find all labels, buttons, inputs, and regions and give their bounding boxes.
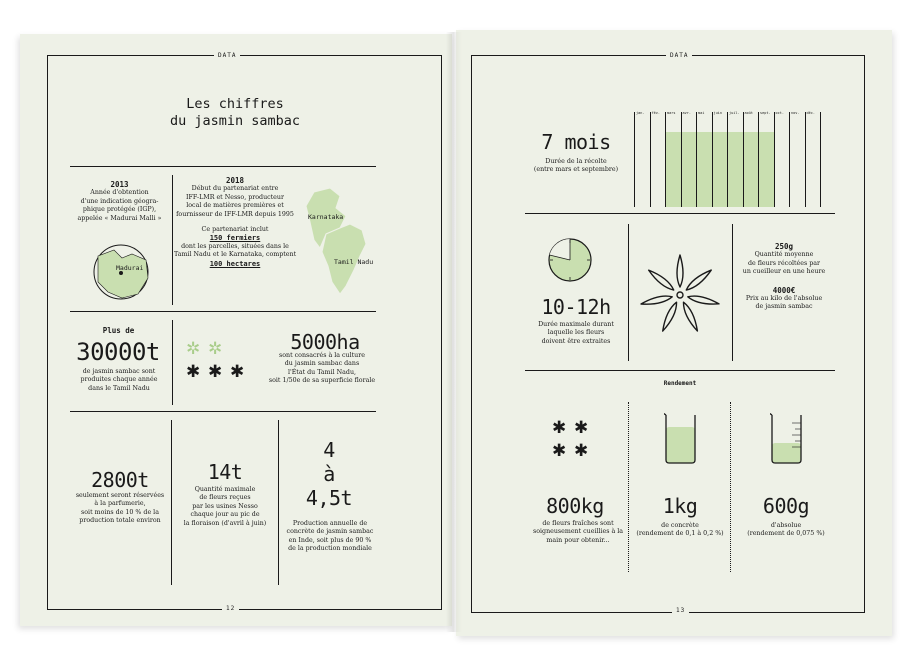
concrete-prod-line: 4 bbox=[323, 438, 335, 462]
left-page-number: 12 bbox=[222, 605, 239, 612]
yield-absolute-text bbox=[738, 522, 834, 539]
concrete-prod-line: 4,5t bbox=[305, 486, 353, 510]
calendar-month bbox=[758, 112, 775, 207]
igp-line: d'une indication géogra- bbox=[80, 197, 159, 205]
igp-line: phique protégée (IGP), bbox=[82, 206, 157, 214]
karnataka-label: Karnataka bbox=[308, 213, 344, 221]
jasmin-flower-icon bbox=[637, 252, 723, 338]
picking-block bbox=[738, 243, 830, 312]
extraction-text bbox=[530, 321, 622, 346]
divider bbox=[525, 370, 835, 371]
title-line-2: du jasmin sambac bbox=[169, 113, 301, 129]
madurai-label: Madurai bbox=[116, 264, 144, 272]
igp-line: appelée « Madurai Malli » bbox=[77, 214, 162, 222]
harvest-line: Durée de la récolte bbox=[545, 158, 607, 165]
production-line: produites chaque année bbox=[80, 376, 158, 384]
divider bbox=[70, 311, 376, 312]
concrete-prod-text-line: concrète de jasmin sambac bbox=[286, 528, 374, 536]
divider bbox=[172, 320, 173, 405]
picking-line: Prix au kilo de l'absolue bbox=[745, 295, 823, 303]
farm-text: dont les parcelles, situées dans le bbox=[181, 242, 289, 250]
divider bbox=[628, 402, 629, 572]
yield-concrete-text bbox=[632, 522, 728, 539]
concrete-prod-line: à bbox=[323, 462, 335, 486]
right-header-label: DATA bbox=[666, 52, 692, 59]
calendar-month bbox=[712, 112, 729, 207]
extraction-line: Durée maximale durant bbox=[538, 321, 614, 328]
partnership-block bbox=[174, 177, 296, 268]
extraction-line: doivent être extraites bbox=[541, 337, 611, 345]
picking-line: de jasmin sambac bbox=[755, 303, 813, 311]
harvest-value: 7 mois bbox=[541, 130, 611, 154]
max-qty-line: la floraison (d'avril à juin) bbox=[183, 519, 267, 527]
south-india-map bbox=[300, 186, 375, 296]
divider bbox=[278, 420, 279, 585]
yield-flowers-line: main pour obtenir... bbox=[546, 536, 610, 544]
yield-absolute-line: d'absolue bbox=[770, 522, 802, 529]
max-qty-value: 14t bbox=[207, 460, 243, 484]
yield-concrete-line: de concrète bbox=[661, 522, 699, 529]
calendar-month-fill bbox=[728, 132, 744, 207]
picking-qty: 250g bbox=[774, 242, 794, 251]
calendar-month-fill bbox=[666, 132, 682, 207]
calendar-month-label: mars bbox=[667, 111, 676, 115]
picking-line: un cueilleur en une heure bbox=[742, 268, 826, 276]
calendar-month bbox=[634, 112, 651, 207]
yield-concrete-line: (rendement de 0,1 à 0,2 %) bbox=[636, 530, 724, 538]
calendar-month-label: juil. bbox=[729, 111, 740, 115]
partnership-line: local de matières premières et bbox=[186, 202, 284, 210]
production-prefix: Plus de bbox=[102, 326, 135, 335]
perfumery-line: production totale environ bbox=[79, 517, 161, 525]
left-header-label: DATA bbox=[214, 52, 240, 59]
calendar-month-label: août bbox=[744, 111, 753, 115]
jasmin-icon: ✱ bbox=[230, 362, 245, 382]
calendar-month-fill bbox=[713, 132, 729, 207]
farmers-count: 150 fermiers bbox=[209, 234, 261, 243]
perfumery-text bbox=[70, 492, 170, 526]
partnership-line: IFF-LMR et Nesso, producteur bbox=[186, 193, 284, 201]
yield-flowers-value: 800kg bbox=[546, 494, 604, 518]
calendar-month-fill bbox=[744, 132, 760, 207]
divider bbox=[70, 166, 376, 167]
divider bbox=[730, 402, 731, 572]
harvest-line: (entre mars et septembre) bbox=[533, 166, 619, 174]
harvest-text bbox=[524, 158, 628, 175]
tamil-nadu-label: Tamil Nadu bbox=[334, 258, 374, 266]
picking-price: 4000€ bbox=[772, 285, 796, 295]
jasmin-icon: ✱ bbox=[574, 418, 589, 438]
hectares-count: 100 hectares bbox=[209, 259, 261, 268]
igp-line: Année d'obtention bbox=[90, 189, 149, 197]
perfumery-line: à la parfumerie, bbox=[94, 500, 146, 508]
yield-flowers-line: soigneusement cueillies à la bbox=[533, 528, 623, 536]
concrete-prod-text-line: de la production mondiale bbox=[288, 545, 372, 553]
calendar-month bbox=[696, 112, 713, 207]
surface-line: sont consacrés à la culture bbox=[279, 352, 365, 359]
max-qty-line: par les usines Nesso bbox=[192, 502, 258, 510]
calendar-month-label: sept. bbox=[760, 111, 771, 115]
calendar-month-label: nov. bbox=[791, 111, 800, 115]
title-line-1: Les chiffres bbox=[186, 96, 284, 112]
yield-flowers-line: de fleurs fraîches sont bbox=[542, 520, 614, 527]
calendar-month bbox=[789, 112, 806, 207]
max-qty-text bbox=[178, 486, 272, 528]
concrete-prod-text-line: en Inde, soit plus de 90 % bbox=[288, 536, 372, 544]
max-qty-line: Quantité maximale bbox=[194, 486, 256, 493]
calendar-month-fill bbox=[759, 132, 775, 207]
yield-concrete-value: 1kg bbox=[662, 494, 698, 518]
calendar-month bbox=[774, 112, 791, 207]
jasmin-icon: ✱ bbox=[552, 418, 567, 438]
calendar-end-line bbox=[820, 112, 821, 207]
partnership-year: 2018 bbox=[225, 176, 245, 185]
extraction-line: laquelle les fleurs bbox=[547, 329, 605, 337]
surface-line: soit 1/50e de sa superficie florale bbox=[268, 377, 376, 385]
divider bbox=[172, 175, 173, 305]
divider bbox=[732, 224, 733, 361]
jasmin-icon: ✱ bbox=[208, 362, 223, 382]
page-title bbox=[140, 96, 330, 130]
calendar-month-label: avr. bbox=[682, 111, 691, 115]
jasmin-green-icon: ✲ bbox=[186, 339, 201, 359]
partnership-line: Début du partenariat entre bbox=[191, 185, 279, 193]
partnership-includes: Ce partenariat inclut bbox=[201, 226, 269, 234]
picking-line: de fleurs récoltées par bbox=[747, 259, 821, 267]
production-line: de jasmin sambac sont bbox=[82, 368, 156, 375]
calendar-month bbox=[650, 112, 667, 207]
surface-line: l'État du Tamil Nadu, bbox=[287, 368, 357, 376]
surface-value: 5000ha bbox=[290, 330, 360, 354]
calendar-month-label: jan. bbox=[636, 111, 645, 115]
production-line: dans le Tamil Nadu bbox=[88, 384, 150, 392]
concrete-prod-text bbox=[282, 520, 378, 554]
perfumery-value: 2800t bbox=[91, 468, 149, 492]
igp-block bbox=[72, 181, 167, 223]
jasmin-icon: ✱ bbox=[574, 441, 589, 461]
production-text bbox=[72, 368, 166, 393]
production-value: 30000t bbox=[76, 338, 160, 366]
picking-line: Quantité moyenne bbox=[754, 251, 814, 259]
extraction-value: 10-12h bbox=[541, 295, 611, 319]
jasmin-green-icon: ✲ bbox=[208, 339, 223, 359]
calendar-month bbox=[743, 112, 760, 207]
book-spine bbox=[446, 32, 462, 632]
divider bbox=[70, 411, 376, 412]
calendar-month-fill bbox=[682, 132, 698, 207]
max-qty-line: chaque jour au pic de bbox=[190, 511, 260, 519]
beaker-absolute-icon bbox=[770, 413, 804, 465]
calendar-month-label: mai bbox=[698, 111, 705, 115]
divider bbox=[525, 213, 835, 214]
jasmin-icon: ✱ bbox=[186, 362, 201, 382]
partnership-line: fournisseur de IFF-LMR depuis 1995 bbox=[176, 210, 294, 218]
max-qty-line: de fleurs reçues bbox=[199, 494, 251, 502]
calendar-month-label: déc. bbox=[806, 111, 815, 115]
calendar-month-label: fév. bbox=[651, 111, 660, 115]
madurai-map bbox=[88, 242, 156, 302]
surface-line: du jasmin sambac dans bbox=[284, 360, 360, 368]
surface-text bbox=[266, 352, 378, 386]
divider bbox=[628, 224, 629, 361]
calendar-month-fill bbox=[697, 132, 713, 207]
clock-icon bbox=[546, 236, 594, 284]
yield-absolute-line: (rendement de 0,075 %) bbox=[747, 530, 825, 538]
igp-year: 2013 bbox=[110, 180, 129, 189]
concrete-prod-text-line: Production annuelle de bbox=[292, 520, 368, 527]
calendar-month bbox=[727, 112, 744, 207]
jasmin-icon: ✱ bbox=[552, 441, 567, 461]
calendar-month bbox=[681, 112, 698, 207]
concrete-prod-value bbox=[284, 438, 374, 510]
right-page-number: 13 bbox=[672, 607, 689, 614]
calendar-month bbox=[665, 112, 682, 207]
yield-flowers-text bbox=[530, 520, 626, 545]
calendar-month bbox=[805, 112, 822, 207]
calendar-month-label: oct. bbox=[775, 111, 784, 115]
farm-text: Tamil Nadu et le Karnataka, comptent bbox=[174, 251, 297, 259]
divider bbox=[171, 420, 172, 585]
calendar-month-label: juin bbox=[713, 111, 722, 115]
beaker-concrete-icon bbox=[664, 413, 698, 465]
yield-absolute-value: 600g bbox=[762, 494, 810, 518]
perfumery-line: seulement seront réservées bbox=[75, 492, 165, 499]
yield-title: Rendement bbox=[663, 380, 697, 387]
perfumery-line: soit moins de 10 % de la bbox=[81, 508, 159, 516]
